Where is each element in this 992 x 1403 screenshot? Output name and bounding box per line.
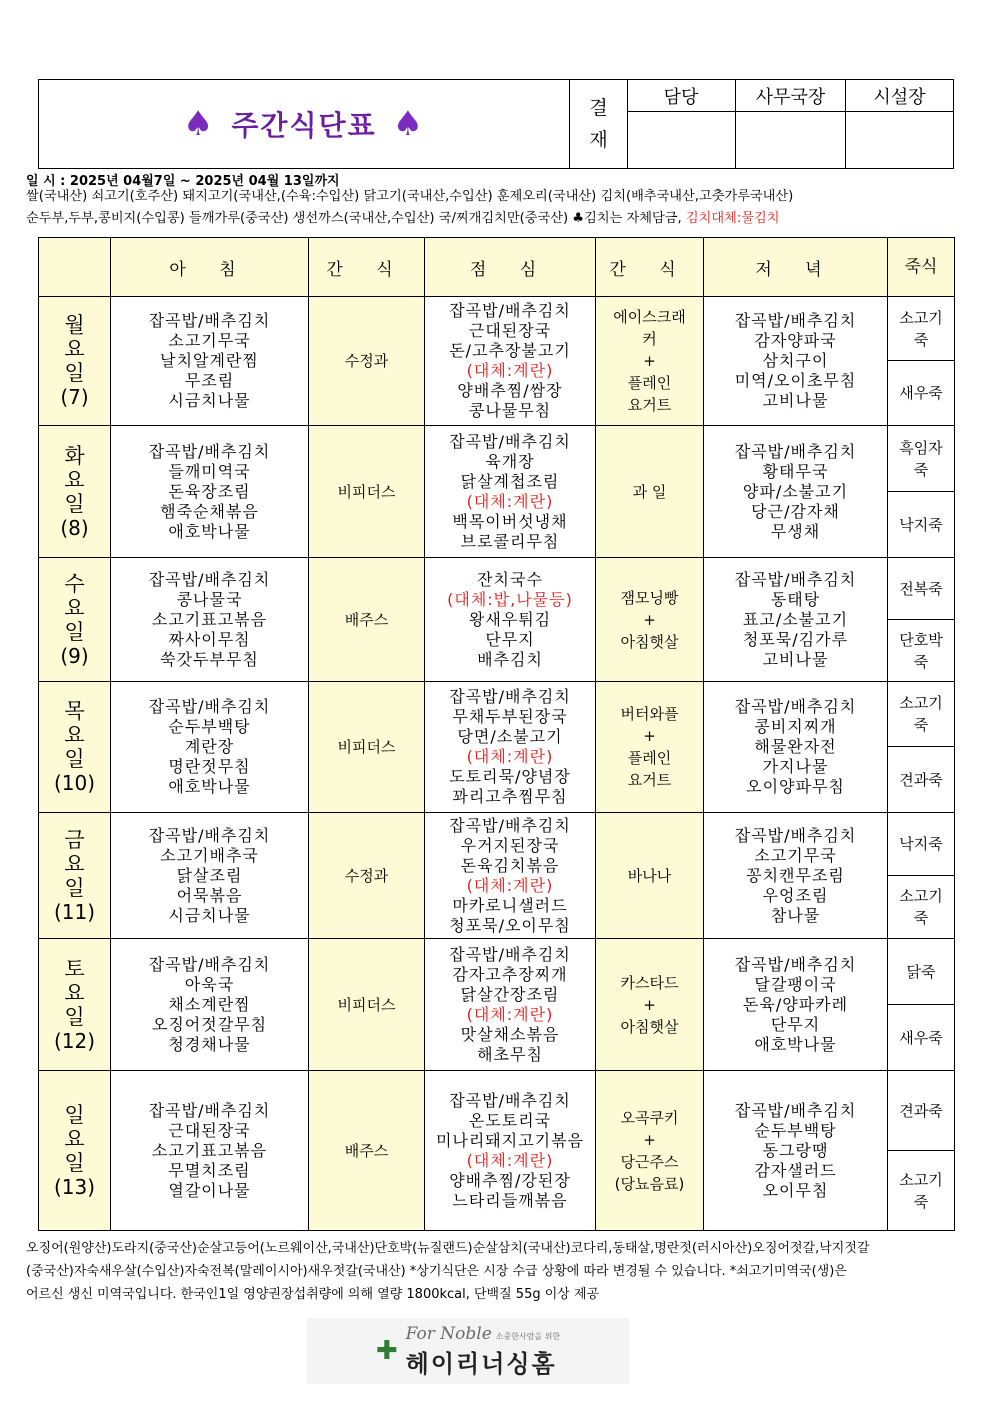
menu-item: 콩비지찌개	[754, 717, 837, 736]
menu-item: 잡곡밥/배추김치	[449, 944, 571, 964]
menu-item: 감자양파국	[754, 331, 837, 350]
snack2-cell	[596, 813, 704, 939]
day-number: (8)	[60, 515, 89, 540]
lunch-cell	[425, 939, 596, 1071]
menu-item: 브로콜리무침	[460, 531, 560, 551]
menu-item: 삼치구이	[762, 351, 829, 370]
approval-label	[569, 80, 628, 168]
approval-col-header: 사무국장	[736, 80, 845, 112]
menu-item: +	[643, 727, 656, 745]
approval-col-header: 시설장	[846, 80, 953, 112]
menu-item: 요거트	[627, 771, 672, 789]
menu-item: 표고/소불고기	[742, 609, 849, 629]
menu-item: 무조림	[184, 371, 235, 390]
menu-item: 순두부백탕	[168, 717, 251, 736]
breakfast-cell	[111, 297, 309, 426]
menu-item: 무생채	[770, 521, 821, 541]
breakfast-cell	[111, 1071, 309, 1231]
menu-item: 바나나	[627, 866, 672, 885]
menu-item: (대체:계란)	[466, 1004, 554, 1024]
menu-item: 소고기표고볶음	[151, 1140, 268, 1160]
cross-icon: ✚	[375, 1336, 398, 1366]
logo-korean: 헤이리너싱홈	[405, 1349, 557, 1378]
menu-item: 우엉조림	[762, 885, 829, 905]
menu-item: 아침햇살	[620, 632, 679, 651]
porridge-item: 소고기죽	[899, 887, 943, 927]
approval-grid	[627, 80, 953, 168]
menu-item: 소고기무국	[168, 331, 251, 350]
weekly-menu-table	[38, 237, 955, 1231]
menu-item: 돈/고추장불고기	[449, 341, 571, 360]
column-header: 저 녁	[704, 238, 888, 297]
snack1-cell	[309, 558, 425, 682]
menu-item: 카스타드	[620, 973, 679, 992]
menu-item: 요거트	[627, 396, 672, 414]
snack2-cell	[596, 939, 704, 1071]
menu-item: 온도토리국	[468, 1110, 552, 1130]
porridge-cell	[888, 747, 955, 813]
menu-item: +	[643, 1130, 656, 1149]
menu-item: (대체:계란)	[466, 1150, 554, 1170]
menu-item: 잡곡밥/배추김치	[148, 825, 271, 845]
menu-item: (당뇨음료)	[614, 1174, 685, 1193]
menu-item: 맛살채소볶음	[460, 1024, 560, 1044]
breakfast-cell	[111, 558, 309, 682]
porridge-item: 흑임자죽	[899, 438, 943, 479]
footer-line: 어르신 생신 미역국입니다. 한국인1일 영양권장섭취량에 의해 열량 1800kcal, 단백질 55g 이상 제공	[26, 1287, 600, 1302]
lunch-cell	[425, 1071, 596, 1231]
dinner-cell	[704, 682, 888, 813]
dinner-cell	[704, 297, 888, 426]
menu-item: 당근주스	[620, 1152, 679, 1171]
dinner-cell	[704, 1071, 888, 1231]
menu-item: 순두부백탕	[754, 1120, 837, 1140]
menu-item: 도토리묵/양념장	[449, 767, 571, 786]
menu-item: 짜사이무침	[168, 629, 251, 649]
menu-item: 닭살조림	[176, 865, 243, 885]
menu-item: 잡곡밥/배추김치	[148, 954, 271, 974]
day-row	[39, 297, 955, 361]
breakfast-cell	[111, 939, 309, 1071]
menu-item: 마카로니샐러드	[452, 895, 568, 915]
porridge-cell	[888, 1151, 955, 1231]
title-text: 주간식단표	[231, 109, 377, 142]
menu-item: 달갈팽이국	[754, 974, 837, 994]
porridge-cell	[888, 939, 955, 1005]
logo-en-text: For Noble	[405, 1323, 492, 1344]
menu-item: 잡곡밥/배추김치	[449, 1090, 571, 1110]
menu-item: 잡곡밥/배추김치	[148, 311, 271, 330]
origin-line: 쌀(국내산) 쇠고기(호주산) 돼지고기(국내산,(수육:수입산) 닭고기(국내산,수입산) 훈제오리(국내산) 김치(배추국내산,고춧가루국내산)	[26, 189, 794, 204]
porridge-cell	[888, 876, 955, 939]
menu-item: 청경채나물	[168, 1034, 251, 1054]
day-label	[39, 297, 111, 426]
menu-item: (대체:밥,나물등)	[447, 589, 573, 609]
day-label	[39, 558, 111, 682]
menu-item: +	[643, 995, 656, 1014]
menu-item: 어묵볶음	[176, 885, 243, 905]
day-label	[39, 939, 111, 1071]
snack1-cell	[309, 426, 425, 558]
menu-item: 참나물	[770, 905, 821, 925]
menu-item: +	[643, 610, 656, 629]
menu-item: 해초무침	[477, 1044, 543, 1064]
day-name: 금요일	[64, 827, 85, 900]
snack-item: 수정과	[344, 866, 389, 885]
day-name: 목요일	[64, 699, 85, 771]
approval-col-header: 담당	[627, 80, 735, 112]
menu-item: 날치알계란찜	[160, 351, 259, 370]
porridge-item: 전복죽	[899, 579, 943, 598]
menu-item: 단무지	[770, 1014, 821, 1034]
spade-icon: ♠	[182, 104, 216, 144]
snack2-cell	[596, 558, 704, 682]
snack-item: 수정과	[344, 352, 389, 370]
day-number: (7)	[60, 385, 89, 409]
porridge-cell	[888, 297, 955, 361]
day-number: (11)	[53, 899, 96, 924]
menu-item: 돈육장조림	[168, 481, 251, 501]
menu-item: 미나리돼지고기볶음	[435, 1130, 585, 1150]
menu-item: 육개장	[485, 451, 535, 471]
origin-line	[26, 208, 972, 230]
day-name: 수요일	[64, 571, 85, 644]
porridge-cell	[888, 682, 955, 747]
dinner-cell	[704, 813, 888, 939]
porridge-item: 소고기죽	[899, 694, 943, 734]
menu-item: 동태탕	[770, 589, 821, 609]
menu-item: 아욱국	[184, 974, 235, 994]
menu-item: 잡곡밥/배추김치	[734, 311, 857, 330]
menu-item: 잼모닝빵	[620, 588, 679, 607]
menu-item: 당근/감자채	[751, 501, 840, 521]
menu-item: 잡곡밥/배추김치	[449, 815, 571, 835]
porridge-item: 새우죽	[899, 384, 943, 402]
day-label	[39, 813, 111, 939]
approval-col	[736, 80, 846, 168]
menu-item: 잡곡밥/배추김치	[148, 441, 271, 461]
header-box	[38, 79, 954, 169]
menu-item: 청포묵/김가루	[742, 629, 849, 649]
menu-item: 콩나물무침	[468, 401, 552, 420]
menu-item: 근대된장국	[468, 321, 552, 340]
footer-line: (중국산)자숙새우살(수입산)자숙전복(말레이시아)새우젓갈(국내산) *상기식단은 시장 수급 상황에 따라 변경될 수 있습니다. *쇠고기미역국(생)은	[26, 1264, 847, 1279]
menu-item: 무채두부된장국	[452, 707, 568, 726]
snack1-cell	[309, 1071, 425, 1231]
menu-item: 돈육/양파카레	[742, 994, 849, 1014]
menu-item: 왕새우튀김	[468, 609, 552, 629]
menu-item: 감자고추장찌개	[452, 964, 568, 984]
porridge-cell	[888, 361, 955, 426]
menu-item: 황태무국	[762, 461, 829, 481]
dinner-cell	[704, 558, 888, 682]
menu-item: 버터와플	[620, 705, 679, 723]
lunch-cell	[425, 558, 596, 682]
logo-tagline: 소중한사람을 위한	[495, 1331, 561, 1341]
menu-item: 콩나물국	[176, 589, 243, 609]
porridge-item: 견과죽	[899, 1101, 943, 1120]
menu-item: 근대된장국	[168, 1120, 251, 1140]
day-name: 월요일	[64, 313, 85, 385]
menu-item: 닭살간장조림	[460, 984, 560, 1004]
approval-col	[846, 80, 953, 168]
snack2-cell	[596, 297, 704, 426]
dinner-cell	[704, 939, 888, 1071]
day-label	[39, 682, 111, 813]
day-name: 일요일	[64, 1102, 85, 1175]
porridge-item: 낙지죽	[899, 515, 943, 534]
menu-item: +	[643, 352, 656, 370]
origin-line-text: 순두부,두부,콩비지(수입콩) 들깨가루(중국산) 생선까스(국내산,수입산) 국/찌개김치만(중국산) ♣김치는 자체담금,	[26, 211, 686, 226]
logo-text	[406, 1324, 561, 1379]
menu-item: 잡곡밥/배추김치	[734, 441, 857, 461]
menu-item: 동그랑땡	[762, 1140, 829, 1160]
menu-item: 잡곡밥/배추김치	[449, 301, 571, 320]
menu-item: 양배추찜/쌈장	[457, 381, 563, 400]
porridge-cell	[888, 1071, 955, 1151]
menu-item: 무멸치조림	[168, 1160, 251, 1180]
menu-item: 청포묵/오이무침	[449, 915, 571, 935]
menu-item: (대체:계란)	[466, 361, 554, 380]
menu-item: (대체:계란)	[466, 747, 554, 766]
snack-item: 비피더스	[337, 738, 396, 756]
menu-item: 양배추찜/강된장	[449, 1170, 571, 1190]
snack-item: 비피더스	[337, 482, 396, 501]
menu-item: 아침햇살	[620, 1017, 679, 1036]
menu-item: 닭살계첩조림	[460, 471, 560, 491]
menu-item: 고비나물	[762, 649, 829, 669]
day-name: 토요일	[64, 956, 85, 1029]
menu-item: 잡곡밥/배추김치	[148, 697, 271, 716]
day-row	[39, 939, 955, 1005]
menu-item: 돈육김치볶음	[460, 855, 560, 875]
menu-item: 잡곡밥/배추김치	[734, 1100, 857, 1120]
menu-item: 잡곡밥/배추김치	[734, 697, 857, 716]
snack-item: 배주스	[344, 1141, 389, 1160]
menu-item: (대체:계란)	[466, 491, 554, 511]
day-label	[39, 1071, 111, 1231]
menu-item: 에이스크래커	[613, 308, 686, 348]
day-number: (13)	[53, 1174, 96, 1199]
porridge-cell	[888, 813, 955, 876]
menu-item: 열갈이나물	[168, 1180, 251, 1200]
column-header: 아 침	[111, 238, 309, 297]
menu-item: 잡곡밥/배추김치	[449, 431, 571, 451]
day-number: (10)	[53, 771, 96, 795]
menu-item: 꽁치캔무조림	[746, 865, 845, 885]
menu-item: 배추김치	[477, 649, 543, 669]
day-name: 화요일	[64, 443, 85, 516]
menu-item: 소고기무국	[754, 845, 837, 865]
menu-item: 우거지된장국	[460, 835, 560, 855]
snack2-cell	[596, 682, 704, 813]
menu-item: 잡곡밥/배추김치	[734, 825, 857, 845]
logo-english	[406, 1324, 561, 1344]
menu-item: 시금치나물	[168, 905, 251, 925]
menu-item: 들깨미역국	[168, 461, 251, 481]
lunch-cell	[425, 426, 596, 558]
menu-item: 계란장	[184, 737, 235, 756]
porridge-cell	[888, 492, 955, 558]
menu-item: 오징어젓갈무침	[151, 1014, 268, 1034]
column-header: 죽식	[888, 238, 955, 297]
menu-item: 양파/소불고기	[742, 481, 849, 501]
lunch-cell	[425, 813, 596, 939]
day-number: (9)	[60, 643, 89, 668]
porridge-cell	[888, 426, 955, 492]
menu-item: 플레인	[627, 374, 672, 392]
spade-icon: ♠	[392, 104, 426, 144]
menu-item: 가지나물	[762, 757, 829, 776]
column-header: 점 심	[425, 238, 596, 297]
snack2-cell	[596, 426, 704, 558]
day-row	[39, 558, 955, 620]
snack2-cell	[596, 1071, 704, 1231]
menu-item: 잡곡밥/배추김치	[148, 1100, 271, 1120]
menu-item: 느타리들깨볶음	[452, 1190, 568, 1210]
approval-col	[627, 80, 736, 168]
porridge-cell	[888, 558, 955, 620]
menu-item: 햄죽순채볶음	[160, 501, 259, 521]
day-row	[39, 682, 955, 747]
dinner-cell	[704, 426, 888, 558]
menu-item: (대체:계란)	[466, 875, 554, 895]
porridge-item: 소고기죽	[899, 308, 943, 349]
menu-item: 잡곡밥/배추김치	[734, 954, 857, 974]
menu-item: 시금치나물	[168, 391, 251, 410]
menu-item: 채소계란찜	[168, 994, 251, 1014]
menu-item: 애호박나물	[168, 521, 251, 541]
menu-item: 백목이버섯냉채	[452, 511, 568, 531]
breakfast-cell	[111, 426, 309, 558]
menu-item: 미역/오이초무침	[734, 371, 857, 390]
menu-item: 애호박나물	[754, 1034, 837, 1054]
menu-item: 쑥갓두부무침	[160, 649, 259, 669]
day-row	[39, 1071, 955, 1151]
page-title	[39, 80, 569, 168]
date-range: 일 시 : 2025년 04월7일 ~ 2025년 04월 13일까지	[26, 174, 340, 189]
menu-item: 꽈리고추찜무침	[452, 787, 568, 806]
menu-item: 오곡쿠키	[620, 1108, 679, 1127]
menu-item: 오이무침	[762, 1180, 829, 1200]
snack1-cell	[309, 682, 425, 813]
snack-item: 비피더스	[337, 995, 396, 1014]
menu-item: 과 일	[632, 482, 667, 501]
menu-item: 잡곡밥/배추김치	[148, 569, 271, 589]
menu-item: 소고기배추국	[160, 845, 259, 865]
porridge-item: 낙지죽	[899, 835, 943, 853]
day-label	[39, 426, 111, 558]
breakfast-cell	[111, 813, 309, 939]
menu-item: 감자샐러드	[754, 1160, 837, 1180]
lunch-cell	[425, 682, 596, 813]
kimchi-substitute: 김치대체:물김치	[685, 211, 780, 226]
menu-item: 잔치국수	[477, 569, 543, 589]
menu-item: 단무지	[485, 629, 535, 649]
approval-label-text: 결 재	[589, 97, 608, 151]
porridge-item: 소고기죽	[899, 1170, 943, 1211]
day-column-header	[39, 238, 111, 297]
menu-item: 오이양파무침	[746, 777, 845, 796]
menu-item: 해물완자전	[754, 737, 837, 756]
day-row	[39, 813, 955, 876]
origin-info	[26, 186, 972, 230]
column-header: 간 식	[309, 238, 425, 297]
day-row	[39, 426, 955, 492]
snack1-cell	[309, 939, 425, 1071]
breakfast-cell	[111, 682, 309, 813]
snack-item: 배주스	[344, 610, 389, 629]
menu-item: 플레인	[627, 749, 672, 767]
snack1-cell	[309, 813, 425, 939]
menu-item: 고비나물	[762, 391, 829, 410]
menu-item: 잡곡밥/배추김치	[449, 687, 571, 706]
footer-line: 오징어(원양산)도라지(중국산)순살고등어(노르웨이산,국내산)단호박(뉴질랜드)순살삼치(국내산)코다리,동태살,명란젓(러시아산)오징어젓갈,낙지젓갈	[26, 1241, 870, 1256]
porridge-item: 견과죽	[899, 770, 943, 789]
lunch-cell	[425, 297, 596, 426]
table-header-row	[39, 238, 955, 297]
day-number: (12)	[53, 1028, 96, 1053]
menu-item: 소고기표고볶음	[151, 609, 268, 629]
porridge-cell	[888, 1005, 955, 1071]
column-header: 간 식	[596, 238, 704, 297]
porridge-item: 닭죽	[906, 962, 936, 981]
menu-item: 잡곡밥/배추김치	[734, 569, 857, 589]
porridge-cell	[888, 620, 955, 682]
menu-item: 애호박나물	[168, 777, 251, 796]
footer-notes	[26, 1237, 972, 1306]
snack1-cell	[309, 297, 425, 426]
porridge-item: 새우죽	[899, 1028, 943, 1047]
porridge-item: 단호박죽	[899, 630, 943, 671]
menu-item: 명란젓무침	[168, 757, 251, 776]
menu-item: 당면/소불고기	[457, 727, 563, 746]
facility-logo	[307, 1318, 629, 1384]
